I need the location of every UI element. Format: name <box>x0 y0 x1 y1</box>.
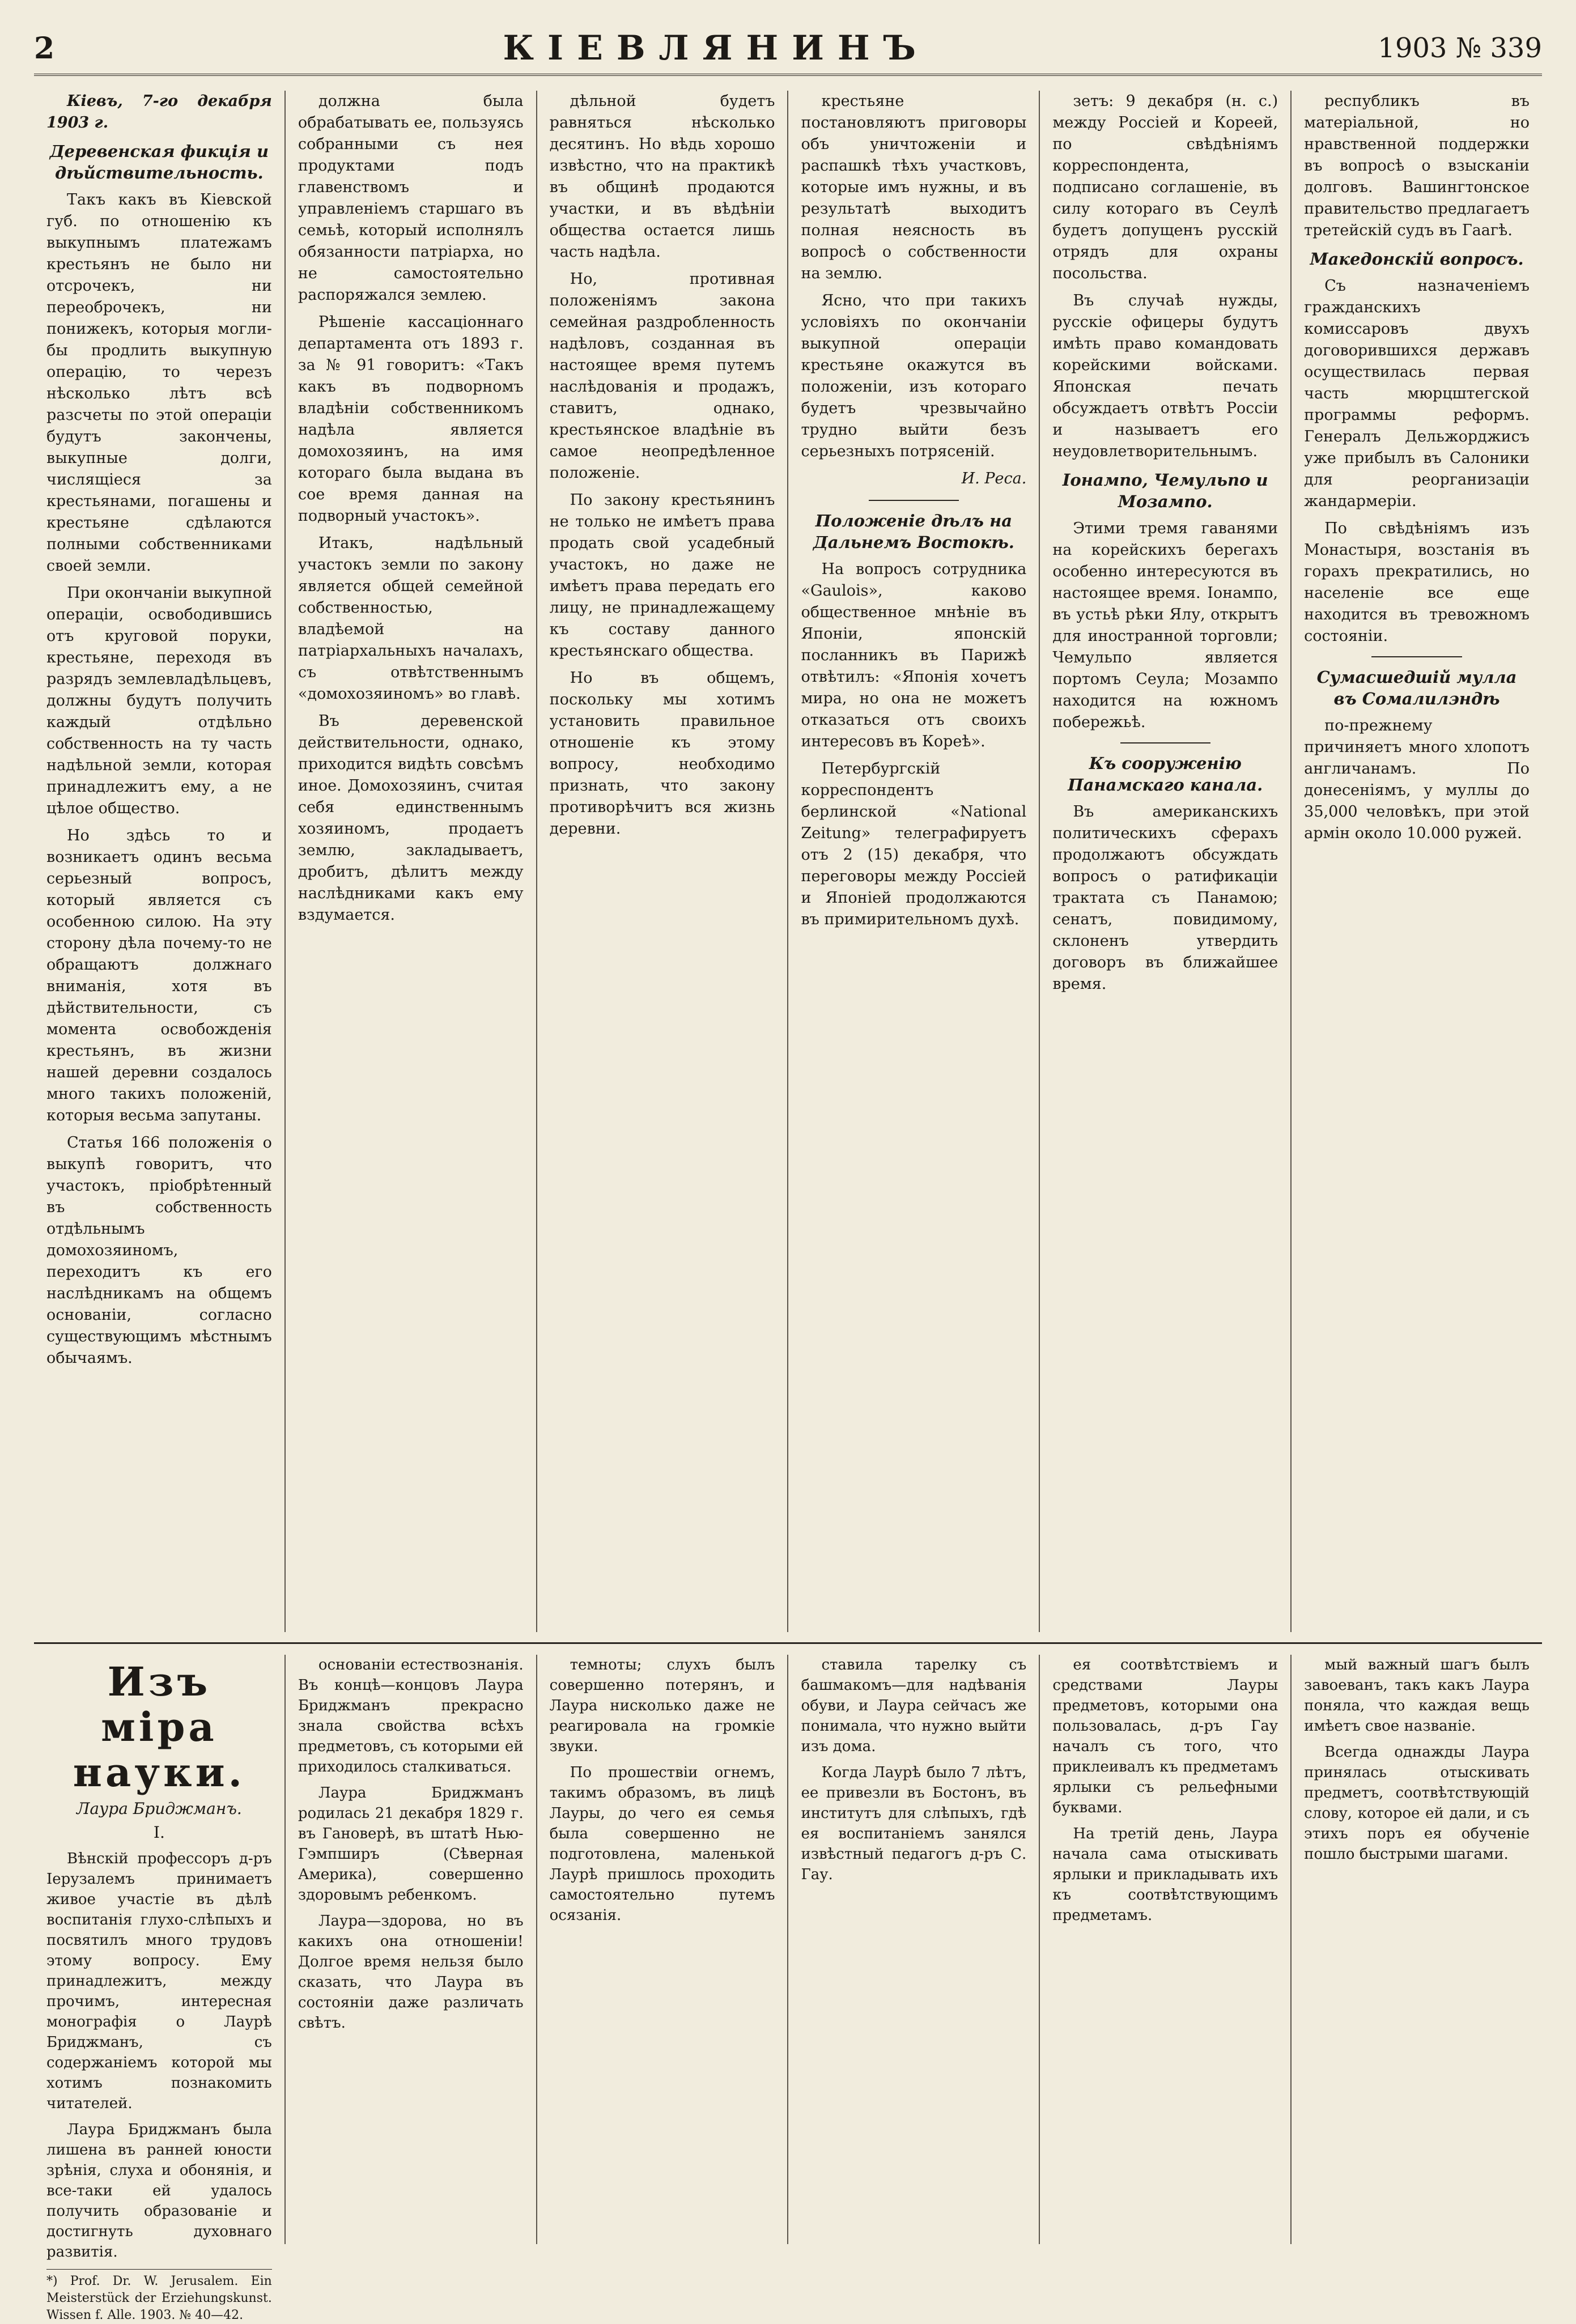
paragraph: Петербургскій корреспондентъ берлинской «National Zeitung» телеграфируетъ отъ 2 (15) декабря, что переговоры между Россіей и Японіей продолжаются въ примирительномъ духѣ. <box>801 760 1027 928</box>
paragraph: зетъ: 9 декабря (н. с.) между Россіей и Кореей, по свѣдѣніямъ корреспондента, подписано соглашеніе, въ силу котораго въ Сеулѣ будетъ допущенъ русскій отрядъ для охраны посольства. <box>1052 92 1278 282</box>
paragraph: На вопросъ сотрудника «Gaulois», каково общественное мнѣніе въ Японіи, японскій посланникъ въ Парижѣ отвѣтилъ: «Японія хочетъ мира, но она не можетъ отказаться отъ своихъ интересовъ въ Кореѣ». <box>801 560 1027 750</box>
paragraph: должна была обрабатывать ее, пользуясь собранными съ нея продуктами подъ главенствомъ и управленіемъ старшаго въ семьѣ, который исполнялъ обязанности патріарха, но не самостоятельно распоряжался землею. <box>298 92 524 304</box>
paragraph: Всегда однажды Лаура принялась отыскивать предметъ, соотвѣтствующій слову, которое ей дали, и съ этихъ поръ ея обученіе пошло быстрыми шагами. <box>1304 1744 1530 1863</box>
paragraph: Съ назначеніемъ гражданскихъ комиссаровъ двухъ договорившихся державъ осуществилась первая часть мюрцштегской программы реформъ. Генералъ Дельжорджисъ уже прибылъ въ Салоники для реорганизаціи жандармеріи. <box>1304 277 1530 510</box>
feuilleton-section <box>34 1655 1542 2322</box>
paragraph: дѣльной будетъ равняться нѣсколько десятинъ. Но вѣдь хорошо извѣстно, что на практикѣ въ общинѣ продаются участки, и въ вѣдѣніи общества остается лишь часть надѣла. <box>549 92 775 261</box>
paragraph: темноты; слухъ былъ совершенно потерянъ, и Лаура нисколько даже не реагировала на громкіе звуки. <box>549 1656 775 1755</box>
paragraph: крестьяне постановляютъ приговоры объ уничтоженіи и распашкѣ тѣхъ участковъ, которые имъ нужны, и въ результатѣ выходитъ полная неясность въ вопросѣ о собственности на землю. <box>801 92 1027 282</box>
article-heading: Деревенская фикція и дѣйствительность. <box>49 142 269 182</box>
divider <box>1371 656 1462 657</box>
paragraph: Лаура Бриджманъ родилась 21 декабря 1829 г. въ Гановерѣ, въ штатѣ Нью-Гэмпширъ (Сѣверная Америка), совершенно здоровымъ ребенкомъ. <box>298 1785 524 1904</box>
paragraph: Лаура Бриджманъ была лишена въ ранней юности зрѣнія, слуха и обонянія, и все-таки ей удалось получить образованіе и достигнуть духовнаго развитія. <box>46 2121 272 2261</box>
paragraph: Этими тремя гаванями на корейскихъ берегахъ особенно интересуются въ настоящее время. Іонампо, въ устьѣ рѣки Ялу, открытъ для иностранной торговли; Чемульпо является портомъ Сеула; Мозампо находится на южномъ побережьѣ. <box>1052 520 1278 731</box>
feuilleton-divider <box>34 1642 1542 1644</box>
paragraph: Въ американскихъ политическихъ сферахъ продолжаютъ обсуждать вопросъ о ратификаціи трактата съ Панамою; сенатъ, повидимому, склоненъ утвердить договоръ въ ближайшее время. <box>1052 803 1278 993</box>
paragraph: Такъ какъ въ Кіевской губ. по отношенію къ выкупнымъ платежамъ крестьянъ не было ни отсрочекъ, ни переоброчекъ, ни понижекъ, которыя могли-бы продлить выкупную операцію, то черезъ нѣсколько лѣтъ всѣ разсчеты по этой операціи будутъ закончены, выкупные долги, числящіеся за крестьянами, погашены и крестьяне сдѣлаются полными собственниками своей земли. <box>46 191 272 575</box>
article-heading: Къ сооруженію Панамскаго канала. <box>1068 754 1263 795</box>
page-number: 2 <box>34 31 55 66</box>
feuilleton-column-3 <box>537 1655 789 2244</box>
column-2 <box>286 91 537 1632</box>
paragraph: Въ случаѣ нужды, русскіе офицеры будутъ имѣть право командовать корейскими войсками. Японская печать обсуждаетъ отвѣтъ Россіи и называетъ его неудовлетворительнымъ. <box>1052 292 1278 460</box>
paragraph: Ясно, что при такихъ условіяхъ по окончаніи выкупной операціи крестьяне окажутся въ положеніи, изъ котораго будетъ чрезвычайно трудно выйти безъ серьезныхъ потрясеній. <box>801 292 1027 460</box>
feuilleton-column-6 <box>1292 1655 1542 2244</box>
author-signature: И. Реса. <box>961 470 1027 487</box>
footnote: *) Prof. Dr. W. Jerusalem. Ein Meisterstück der Erziehungskunst. Wissen f. Alle. 1903. № 40—42. <box>46 2269 272 2324</box>
issue-number: 1903 № 339 <box>1378 32 1542 64</box>
dateline: Кіевъ, 7-го декабря 1903 г. <box>46 92 272 131</box>
paragraph: Но въ общемъ, поскольку мы хотимъ установить правильное отношеніе къ этому вопросу, необходимо признать, что закону противорѣчитъ вся жизнь деревни. <box>549 669 775 838</box>
newspaper-page <box>34 23 1542 2322</box>
paragraph: По прошествіи огнемъ, такимъ образомъ, въ лицѣ Лауры, до чего ея семья была совершенно не подготовлена, маленькой Лаурѣ пришлось проходить самостоятельно путемъ осязанія. <box>549 1764 775 1924</box>
article-heading: Сумасшедшій мулла въ Сомалилэндѣ <box>1316 668 1517 708</box>
paragraph: Когда Лаурѣ было 7 лѣтъ, ее привезли въ Бостонъ, въ институтъ для слѣпыхъ, гдѣ ея воспитаніемъ занялся извѣстный педагогъ д-ръ С. Гау. <box>801 1764 1027 1883</box>
paragraph: основаніи естествознанія. Въ концѣ—концовъ Лаура Бриджманъ прекрасно знала свойства всѣхъ предметовъ, съ которыми ей приходилось сталкиваться. <box>298 1656 524 1775</box>
paragraph: На третій день, Лаура начала сама отыскивать ярлыки и прикладывать ихъ къ соотвѣтствующимъ предметамъ. <box>1052 1825 1278 1924</box>
paragraph: ея соотвѣтствіемъ и средствами Лауры предметовъ, которыми она пользовалась, д-ръ Гау началъ съ того, что приклеивалъ къ предметамъ ярлыки съ рельефными буквами. <box>1052 1656 1278 1816</box>
paragraph: Лаура—здорова, но въ какихъ она отношеніи! Долгое время нельзя было сказать, что Лаура въ состояніи даже различать свѣтъ. <box>298 1913 524 2032</box>
paragraph: Въ деревенской действительности, однако, приходится видѣть совсѣмъ иное. Домохозяинъ, считая себя единственнымъ хозяиномъ, продаетъ землю, закладываетъ, дробитъ, дѣлитъ между наслѣдниками какъ ему вздумается. <box>298 712 524 924</box>
column-1 <box>34 91 286 1632</box>
paragraph: по-прежнему причиняетъ много хлопотъ англичанамъ. По донесеніямъ, у муллы до 35,000 человѣкъ, при этой армін около 10.000 ружей. <box>1304 717 1530 842</box>
paragraph: Рѣшеніе кассаціоннаго департамента отъ 1893 г. за № 91 говоритъ: «Такъ какъ въ подворномъ владѣніи собственникомъ надѣла является домохозяинъ, на имя котораго была выдана въ сое время данная на подворный участокъ». <box>298 313 524 525</box>
divider <box>869 500 959 501</box>
paragraph: Но, противная положеніямъ закона семейная раздробленность надѣловъ, созданная въ настоящее время путемъ наслѣдованія и продажъ, ставитъ, однако, крестьянское владѣніе въ самое неопредѣленное положеніе. <box>549 270 775 482</box>
newspaper-title: КІЕВЛЯНИНЪ <box>503 28 929 68</box>
article-heading: Іонампо, Чемульпо и Мозампо. <box>1062 470 1268 511</box>
column-4 <box>788 91 1040 1632</box>
column-6 <box>1292 91 1542 1632</box>
main-columns <box>34 91 1542 1632</box>
paragraph: мый важный шагъ былъ завоеванъ, такъ какъ Лаура поняла, что каждая вещь имѣетъ свое названіе. <box>1304 1656 1530 1735</box>
masthead <box>34 23 1542 76</box>
divider <box>1120 742 1210 743</box>
paragraph: По закону крестьянинъ не только не имѣетъ права продать свой усадебный участокъ, но даже не имѣетъ права передать его лицу, не принадлежащему къ составу данного крестьянскаго общества. <box>549 491 775 660</box>
column-5 <box>1040 91 1292 1632</box>
paragraph: республикъ въ матеріальной, но нравственной поддержки въ вопросѣ о взысканіи долговъ. Вашингтонское правительство предлагаетъ третейскій судъ въ Гаагѣ. <box>1304 92 1530 239</box>
feuilleton-title: Изъ міра науки. <box>73 1658 246 1796</box>
feuilleton-column-1 <box>34 1655 286 2322</box>
article-heading: Македонскій вопросъ. <box>1310 249 1524 269</box>
paragraph: Вѣнскій профессоръ д-ръ Іерузалемъ принимаетъ живое участіе въ дѣлѣ воспитанія глухо-слѣпыхъ и посвятилъ много трудовъ этому вопросу. Ему принадлежитъ, между прочимъ, интересная монографія о Лаурѣ Бриджманъ, съ содержаніемъ которой мы хотимъ познакомить читателей. <box>46 1850 272 2112</box>
feuilleton-subtitle: Лаура Бриджманъ. <box>76 1799 242 1818</box>
feuilleton-column-2 <box>286 1655 537 2244</box>
feuilleton-part-number: I. <box>153 1823 165 1842</box>
paragraph: По свѣдѣніямъ изъ Монастыря, возстанія въ горахъ прекратились, но населеніе все еще находится въ тревожномъ состояніи. <box>1304 520 1530 645</box>
paragraph: При окончаніи выкупной операціи, освободившись отъ круговой поруки, крестьяне, переходя въ разрядъ землевладѣльцевъ, должны будутъ получить каждый отдѣльно собственность на ту часть надѣльной земли, которая принадлежитъ ему, а не цѣлое общество. <box>46 584 272 817</box>
paragraph: ставила тарелку съ башмакомъ—для надѣванія обуви, и Лаура сейчасъ же понимала, что нужно выйти изъ дома. <box>801 1656 1027 1755</box>
paragraph: Но здѣсь то и возникаетъ одинъ весьма серьезный вопросъ, который является съ особенною силою. На эту сторону дѣла почему-то не обращаютъ должнаго вниманія, хотя въ дѣйствительности, съ момента освобожденія крестьянъ, въ жизни нашей деревни создалось много такихъ положеній, которыя весьма запутаны. <box>46 827 272 1124</box>
paragraph: Статья 166 положенія о выкупѣ говоритъ, что участокъ, пріобрѣтенный въ собственность отдѣльнымъ домохозяиномъ, переходитъ къ его наслѣдникамъ на общемъ основаніи, согласно существующимъ мѣстнымъ обычаямъ. <box>46 1134 272 1367</box>
paragraph: Итакъ, надѣльный участокъ земли по закону является общей семейной собственностью, владѣемой на патріархальныхъ началахъ, съ отвѣтственнымъ «домохозяиномъ» во главѣ. <box>298 534 524 703</box>
column-3 <box>537 91 789 1632</box>
article-heading: Положеніе дѣлъ на Дальнемъ Востокѣ. <box>813 511 1014 552</box>
feuilleton-column-5 <box>1040 1655 1292 2244</box>
feuilleton-column-4 <box>788 1655 1040 2244</box>
